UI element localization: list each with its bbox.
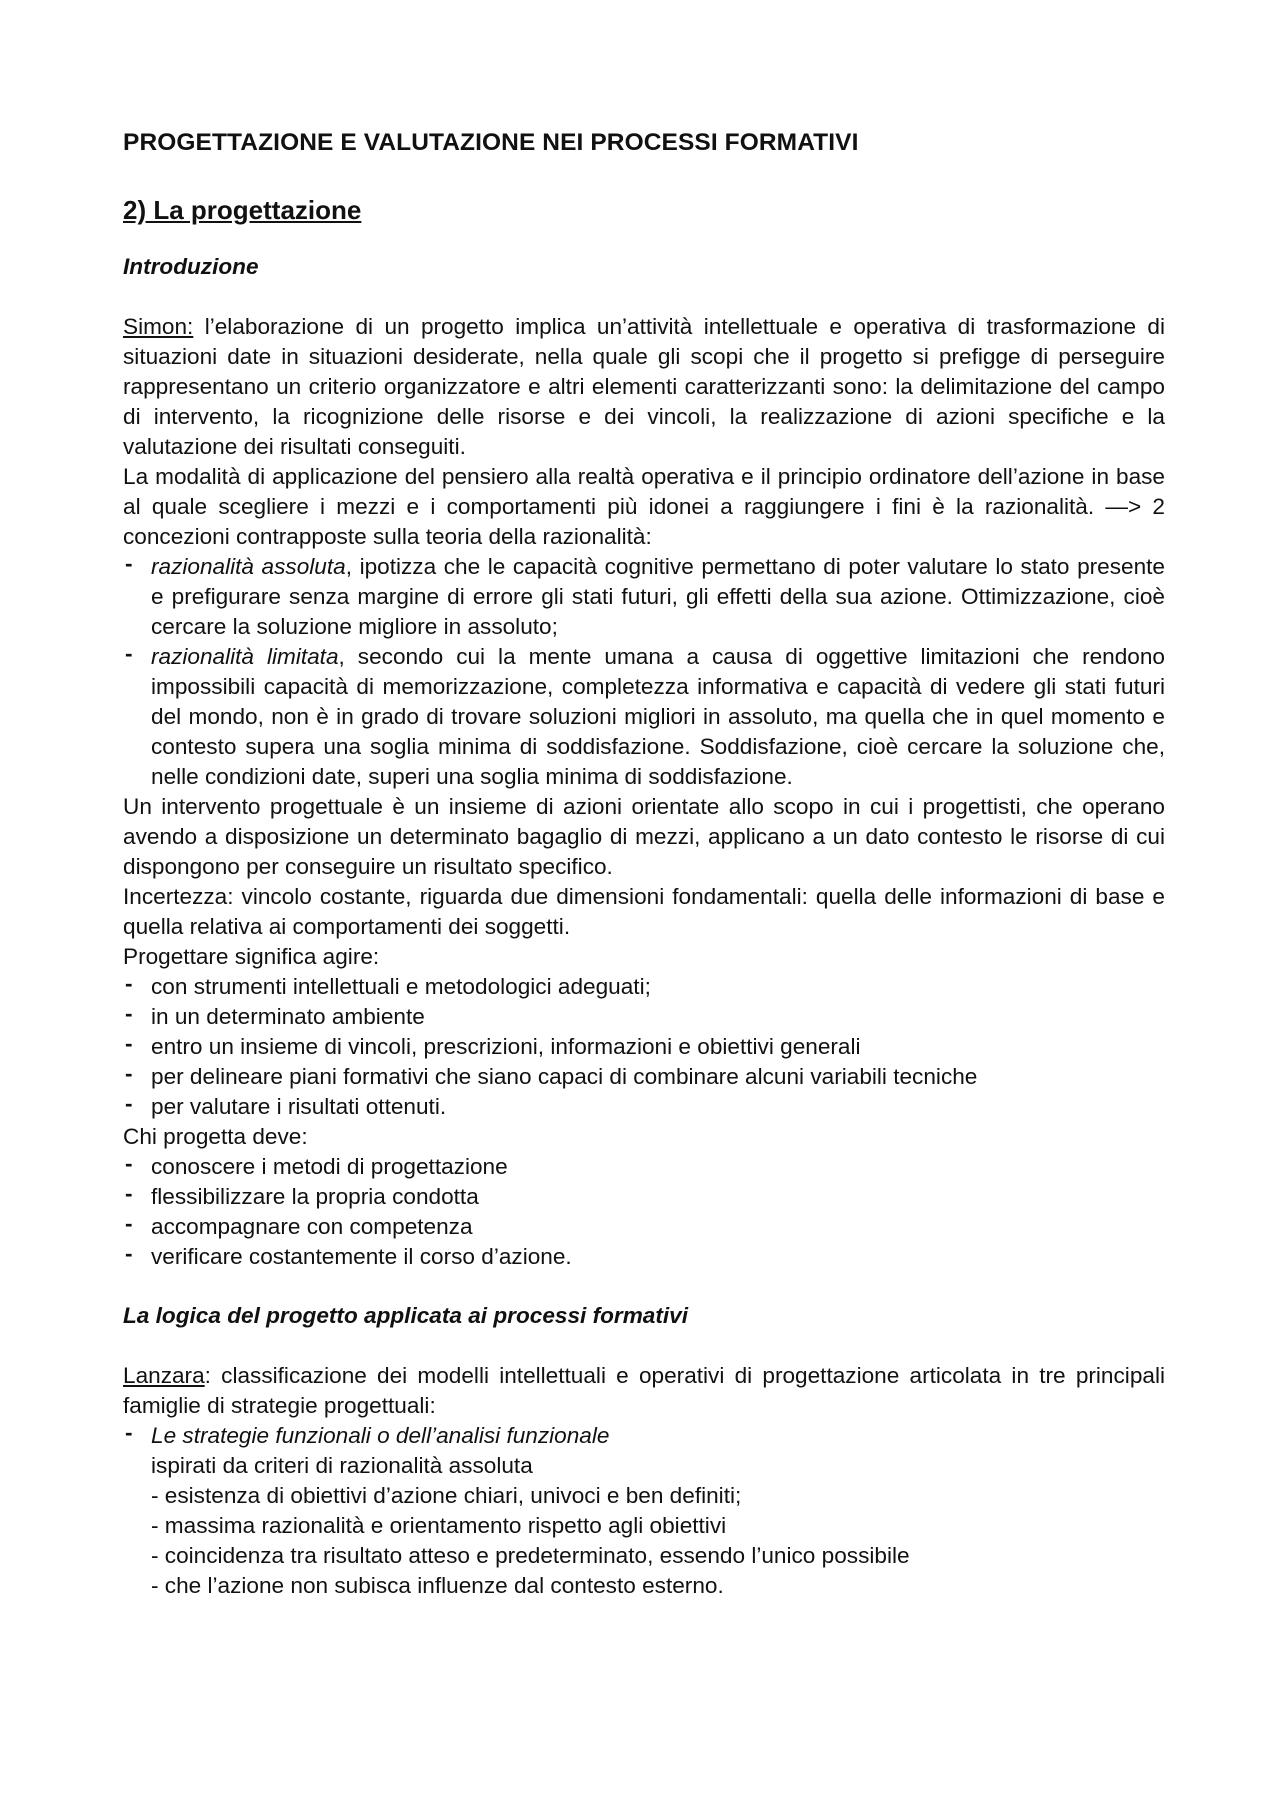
list-item: - verificare costantemente il corso d’azione. (123, 1242, 1165, 1272)
list-item: - per valutare i risultati ottenuti. (123, 1092, 1165, 1122)
list-item (123, 1421, 1165, 1601)
list-item: - flessibilizzare la propria condotta (123, 1182, 1165, 1212)
lanzara-label: Lanzara (123, 1363, 205, 1388)
section-heading-introduzione: Introduzione (123, 254, 259, 279)
list-item-text: , ipotizza che le capacità cognitive permettano di poter valutare lo stato presente e prefigurare senza margine di errore gli stati futuri, gli effetti della sua azione. Ottimizzazione, cioè cercare la soluzione migliore in assoluto; (151, 554, 1165, 639)
strategia-item: - coincidenza tra risultato atteso e predeterminato, essendo l’unico possibile (151, 1543, 910, 1568)
strategia-item: - massima razionalità e orientamento rispetto agli obiettivi (151, 1513, 727, 1538)
concezioni-list (123, 552, 1165, 792)
strategia-item: - che l’azione non subisca influenze dal contesto esterno. (151, 1573, 724, 1598)
section-heading-logica-progetto: La logica del progetto applicata ai processi formativi (123, 1303, 688, 1328)
simon-label: Simon: (123, 314, 194, 339)
lanzara-text: : classificazione dei modelli intellettuali e operativi di progettazione articolata in tre principali famiglie di strategie progettuali: (123, 1363, 1165, 1418)
list-item (123, 642, 1165, 792)
lanzara-paragraph (123, 1361, 1165, 1421)
simon-paragraph (123, 312, 1165, 462)
list-item-text: , secondo cui la mente umana a causa di oggettive limitazioni che rendono impossibili capacità di memorizzazione, completezza informativa e capacità di vedere gli stati futuri del mondo, non è in grado di trovare soluzioni migliori in assoluto, ma quella che in quel momento e contesto supera una soglia minima di soddisfazione. Soddisfazione, cioè cercare la soluzione che, nelle condizioni date, superi una soglia minima di soddisfazione. (151, 644, 1166, 789)
chi-progetta-intro: Chi progetta deve: (123, 1124, 308, 1149)
progettare-intro: Progettare significa agire: (123, 944, 380, 969)
razionalita-paragraph: La modalità di applicazione del pensiero alla realtà operativa e il principio ordinatore dell’azione in base al quale scegliere i mezzi e i comportamenti più idonei a raggiungere i fini è la razionalità. —> 2 concezioni contrapposte sulla teoria della razionalità: (123, 464, 1165, 549)
list-item (123, 552, 1165, 642)
list-item: - accompagnare con competenza (123, 1212, 1165, 1242)
strategia-title: - Le strategie funzionali o dell’analisi funzionale (151, 1423, 610, 1448)
intervento-paragraph: Un intervento progettuale è un insieme di azioni orientate allo scopo in cui i progettisti, che operano avendo a disposizione un determinato bagaglio di mezzi, applicano a un dato contesto le risorse di cui dispongono per conseguire un risultato specifico. (123, 794, 1165, 879)
strategie-list (123, 1421, 1165, 1601)
list-item: - conoscere i metodi di progettazione (123, 1152, 1165, 1182)
list-item: - entro un insieme di vincoli, prescrizioni, informazioni e obiettivi generali (123, 1032, 1165, 1062)
term-razionalita-limitata: razionalità limitata (151, 644, 339, 669)
list-item: - in un determinato ambiente (123, 1002, 1165, 1032)
incertezza-paragraph: Incertezza: vincolo costante, riguarda due dimensioni fondamentali: quella delle informazioni di base e quella relativa ai comportamenti dei soggetti. (123, 884, 1165, 939)
list-item: - con strumenti intellettuali e metodologici adeguati; (123, 972, 1165, 1002)
document-title: PROGETTAZIONE E VALUTAZIONE NEI PROCESSI FORMATIVI (123, 129, 859, 156)
term-razionalita-assoluta: razionalità assoluta (151, 554, 346, 579)
chapter-heading: 2) La progettazione (123, 195, 362, 225)
strategia-subtitle: ispirati da criteri di razionalità assoluta (151, 1453, 533, 1478)
chi-progetta-list (123, 1152, 1165, 1272)
list-item: - per delineare piani formativi che siano capaci di combinare alcuni variabili tecniche (123, 1062, 1165, 1092)
strategia-item: - esistenza di obiettivi d’azione chiari, univoci e ben definiti; (151, 1483, 742, 1508)
progettare-list (123, 972, 1165, 1122)
simon-text: l’elaborazione di un progetto implica un’attività intellettuale e operativa di trasformazione di situazioni date in situazioni desiderate, nella quale gli scopi che il progetto si prefigge di perseguire rappresentano un criterio organizzatore e altri elementi caratterizzanti sono: la delimitazione del campo di intervento, la ricognizione delle risorse e dei vincoli, la realizzazione di azioni specifiche e la valutazione dei risultati conseguiti. (123, 314, 1165, 459)
